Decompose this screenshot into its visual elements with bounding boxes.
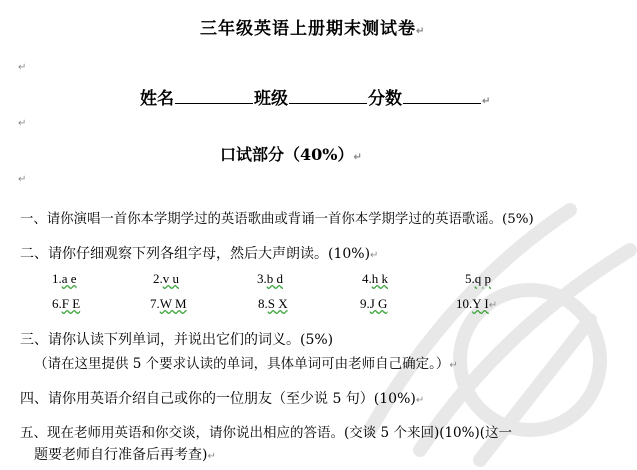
letter-pair-8: 8.S X — [258, 296, 288, 311]
name-label: 姓名 — [140, 89, 174, 109]
question-2: 二、请你仔细观察下列各组字母，然后大声朗读。(10%)↵ — [20, 246, 379, 262]
paragraph-mark: ↵ — [370, 250, 379, 261]
paragraph-mark: ↵ — [353, 152, 362, 163]
paragraph-mark: ↵ — [18, 174, 27, 185]
student-info-line — [140, 84, 490, 109]
paragraph-mark: ↵ — [207, 451, 216, 462]
letter-pair-9: 9.J G — [360, 296, 388, 311]
document-title: 三年级英语上册期末测试卷↵ — [200, 19, 426, 39]
letter-pair-3: 3.b d — [257, 271, 283, 286]
question-3: 三、请你认读下列单词，并说出它们的词义。(5%) — [20, 332, 334, 348]
letter-pair-2: 2.v u — [153, 271, 179, 286]
paragraph-mark: ↵ — [18, 62, 27, 73]
letter-pair-4: 4.h k — [362, 271, 388, 286]
class-blank[interactable] — [289, 87, 367, 104]
letter-pair-10: 10.Y I↵ — [456, 296, 498, 311]
question-3-note: （请在这里提供 5 个要求认读的单词，具体单词可由老师自己确定。）↵ — [34, 356, 458, 372]
letter-pair-6: 6.F E — [52, 296, 81, 311]
name-blank[interactable] — [175, 87, 253, 104]
paragraph-mark: ↵ — [415, 395, 425, 406]
letter-pair-5: 5.q p — [465, 271, 491, 286]
class-label: 班级 — [254, 89, 288, 109]
score-blank[interactable] — [403, 87, 481, 104]
question-4: 四、请你用英语介绍自己或你的一位朋友（至少说 5 句）(10%)↵ — [20, 391, 425, 407]
paragraph-mark: ↵ — [18, 118, 27, 129]
letter-pair-7: 7.W M — [150, 296, 187, 311]
paragraph-mark: ↵ — [482, 96, 491, 107]
question-5-continued: 题要老师自行准备后再考查)↵ — [34, 447, 216, 463]
question-5: 五、现在老师用英语和你交谈，请你说出相应的答语。(交谈 5 个来回)(10%)(这一 — [20, 425, 513, 441]
paragraph-mark: ↵ — [449, 360, 458, 371]
letter-pair-1: 1.a e — [52, 271, 77, 286]
paragraph-mark: ↵ — [488, 300, 498, 311]
oral-section-heading: 口试部分（40%）↵ — [220, 145, 362, 164]
question-1: 一、请你演唱一首你本学期学过的英语歌曲或背诵一首你本学期学过的英语歌谣。(5%) — [20, 212, 534, 227]
score-label: 分数 — [368, 89, 402, 109]
paragraph-mark: ↵ — [416, 26, 426, 37]
